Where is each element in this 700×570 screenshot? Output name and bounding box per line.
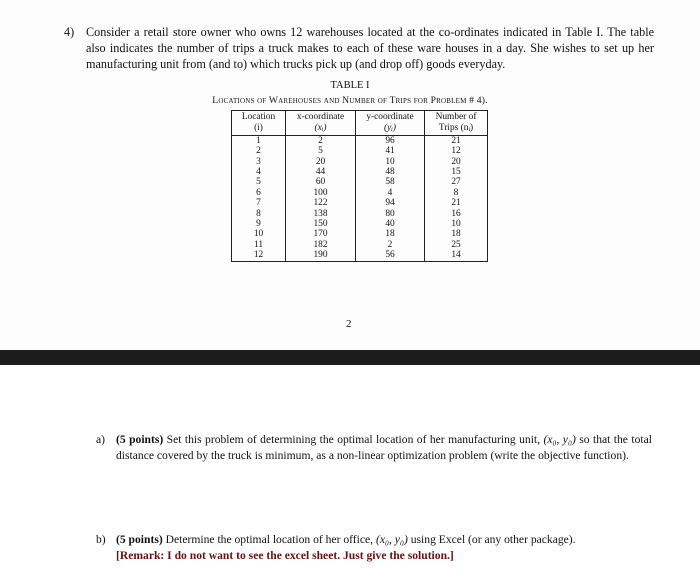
header-location: Location [232, 111, 286, 123]
table-row [232, 157, 488, 167]
part-a-math: (x₀, y₀) [543, 433, 576, 446]
cell-location: 11 [232, 240, 286, 250]
part-b [96, 532, 652, 563]
page-number: 2 [346, 318, 352, 330]
cell-x: 100 [286, 188, 356, 198]
part-b-text-before: Determine the optimal location of her office, [165, 533, 374, 546]
cell-y: 58 [356, 177, 425, 187]
cell-x: 2 [286, 135, 356, 146]
cell-y: 4 [356, 188, 425, 198]
cell-trips: 12 [451, 146, 461, 157]
cell-y: 56 [356, 250, 425, 261]
cell-location: 9 [232, 219, 286, 229]
cell-location: 12 [232, 250, 286, 261]
header-location-sub: (i) [232, 122, 286, 135]
cell-location: 3 [232, 157, 286, 167]
cell-location: 2 [232, 146, 286, 156]
cell-y: 94 [356, 198, 425, 208]
cell-trips: 8 [453, 187, 459, 198]
header-x: x-coordinate [286, 111, 356, 123]
table-row [232, 250, 488, 261]
problem-text: Consider a retail store owner who owns 12 warehouses located at the co-ordinates indicated in Table I. The table also indicates the number of trips a truck makes to each of these ware houses in a day. She wishes to set up her manufacturing unit from (and to) which trucks pick up (and drop off) goods everyday. [86, 25, 654, 71]
cell-trips: 10 [451, 219, 461, 230]
cell-trips: 20 [451, 156, 461, 167]
cell-trips: 18 [451, 229, 461, 240]
cell-location: 8 [232, 209, 286, 219]
table-row [232, 240, 488, 250]
part-b-points: (5 points) [116, 533, 163, 546]
cell-y: 40 [356, 219, 425, 229]
page-divider [0, 350, 700, 365]
cell-y: 96 [356, 135, 425, 146]
part-a-text-after: so that the total distance covered by the truck is minimum, as a non-linear optimization problem (write the objective function). [116, 433, 652, 462]
part-a-label: a) [96, 433, 106, 446]
table-title: TABLE I [330, 80, 370, 91]
header-y: y-coordinate [356, 111, 425, 123]
cell-x: 60 [286, 177, 356, 187]
part-b-text-after: using Excel (or any other package). [410, 533, 576, 546]
table-row [232, 135, 488, 146]
header-trips-sub: Trips (nᵢ) [425, 122, 488, 135]
cell-x: 190 [286, 250, 356, 261]
cell-x: 20 [286, 157, 356, 167]
cell-x: 5 [286, 146, 356, 156]
warehouse-table [231, 110, 488, 262]
header-y-sub: (yᵢ) [356, 122, 425, 135]
cell-trips: 16 [451, 208, 461, 219]
header-x-sub: (xᵢ) [286, 122, 356, 135]
cell-x: 122 [286, 198, 356, 208]
table-caption: Locations of Warehouses and Number of Trips for Problem # 4). [212, 95, 488, 106]
cell-y: 41 [356, 146, 425, 156]
cell-x: 170 [286, 229, 356, 239]
cell-trips: 21 [451, 198, 461, 209]
table-row [232, 198, 488, 208]
cell-location: 7 [232, 198, 286, 208]
cell-trips: 14 [451, 250, 461, 261]
problem-number: 4) [64, 25, 75, 39]
table-row [232, 146, 488, 156]
table-row [232, 177, 488, 187]
cell-x: 138 [286, 209, 356, 219]
cell-trips: 15 [451, 167, 461, 178]
header-trips: Number of [435, 112, 477, 122]
cell-location: 6 [232, 188, 286, 198]
table-row [232, 167, 488, 177]
part-a-points: (5 points) [116, 433, 164, 446]
cell-x: 150 [286, 219, 356, 229]
cell-y: 48 [356, 167, 425, 177]
part-b-remark: [Remark: I do not want to see the excel sheet. Just give the solution.] [116, 548, 454, 562]
part-b-math: (x₀, y₀) [375, 533, 408, 546]
cell-y: 10 [356, 157, 425, 167]
part-b-label: b) [96, 533, 106, 546]
cell-y: 2 [356, 240, 425, 250]
table-body [232, 135, 488, 261]
cell-x: 44 [286, 167, 356, 177]
table-row [232, 219, 488, 229]
cell-trips: 27 [451, 177, 461, 188]
table-row [232, 229, 488, 239]
cell-trips: 21 [451, 135, 461, 146]
cell-y: 18 [356, 229, 425, 239]
problem-statement [64, 24, 654, 72]
table-row [232, 209, 488, 219]
cell-location: 10 [232, 229, 286, 239]
part-a-text-before: Set this problem of determining the optimal location of her manufacturing unit, [166, 433, 541, 446]
cell-location: 1 [232, 135, 286, 146]
table-row [232, 188, 488, 198]
part-a [96, 432, 652, 463]
cell-x: 182 [286, 240, 356, 250]
cell-location: 5 [232, 177, 286, 187]
cell-trips: 25 [451, 239, 461, 250]
cell-y: 80 [356, 209, 425, 219]
cell-location: 4 [232, 167, 286, 177]
